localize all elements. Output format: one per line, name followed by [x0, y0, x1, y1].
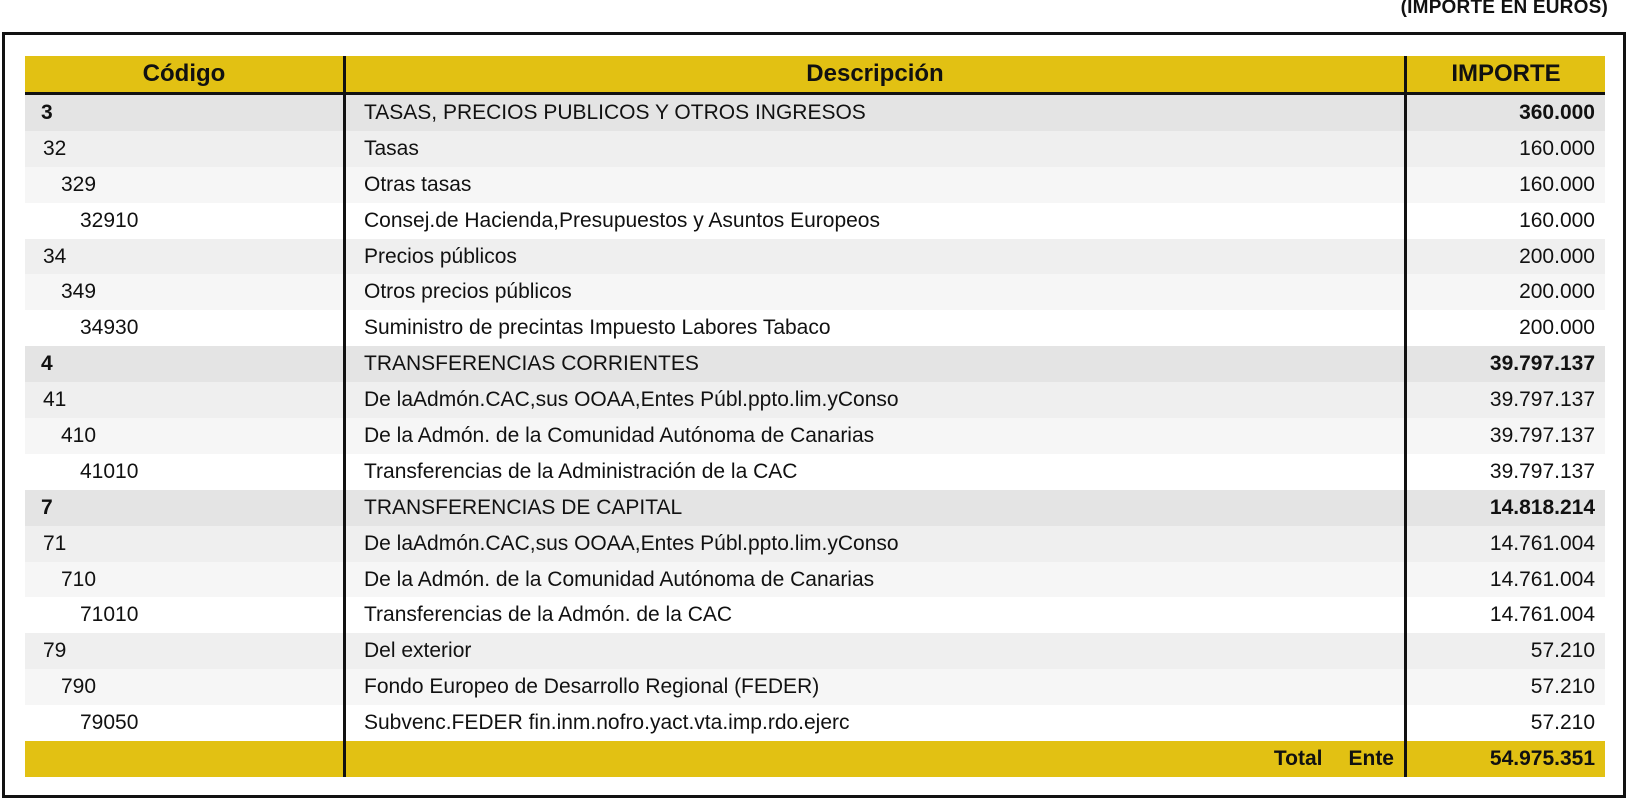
row-amount: 14.761.004 — [1404, 526, 1605, 562]
header-description: Descripción — [343, 56, 1404, 92]
row-code: 41 — [43, 388, 67, 412]
row-description: De laAdmón.CAC,sus OOAA,Entes Públ.ppto.lim.yConso — [343, 382, 1404, 418]
row-code: 7 — [41, 495, 53, 519]
row-amount: 39.797.137 — [1404, 346, 1605, 382]
row-amount: 160.000 — [1404, 167, 1605, 203]
row-description: TRANSFERENCIAS CORRIENTES — [343, 346, 1404, 382]
table-row — [25, 490, 1605, 526]
row-code: 32910 — [80, 208, 139, 232]
table-row — [25, 705, 1605, 741]
total-amount: 54.975.351 — [1404, 741, 1605, 777]
table-row — [25, 346, 1605, 382]
total-entity-label: Ente — [1348, 746, 1394, 770]
table-row — [25, 95, 1605, 131]
row-amount: 57.210 — [1404, 705, 1605, 741]
table-row — [25, 203, 1605, 239]
table-row — [25, 274, 1605, 310]
row-description: Otras tasas — [343, 167, 1404, 203]
row-description: De la Admón. de la Comunidad Autónoma de Canarias — [343, 418, 1404, 454]
row-amount: 360.000 — [1404, 95, 1605, 131]
table-row — [25, 454, 1605, 490]
row-code: 710 — [61, 567, 97, 591]
table-row — [25, 382, 1605, 418]
total-label: Total — [1273, 746, 1323, 770]
table-row — [25, 526, 1605, 562]
row-code: 4 — [41, 352, 53, 376]
row-code: 41010 — [80, 459, 139, 483]
table-row — [25, 131, 1605, 167]
table-row — [25, 633, 1605, 669]
row-code: 349 — [61, 280, 97, 304]
row-description: Transferencias de la Admón. de la CAC — [343, 597, 1404, 633]
row-code: 329 — [61, 172, 97, 196]
row-code: 71010 — [80, 603, 139, 627]
row-amount: 57.210 — [1404, 633, 1605, 669]
row-description: Suministro de precintas Impuesto Labores Tabaco — [343, 310, 1404, 346]
row-description: Precios públicos — [343, 239, 1404, 275]
table-row — [25, 418, 1605, 454]
row-amount: 14.761.004 — [1404, 562, 1605, 598]
row-description: Fondo Europeo de Desarrollo Regional (FEDER) — [343, 669, 1404, 705]
row-description: Consej.de Hacienda,Presupuestos y Asuntos Europeos — [343, 203, 1404, 239]
row-amount: 200.000 — [1404, 274, 1605, 310]
row-amount: 57.210 — [1404, 669, 1605, 705]
table-row — [25, 310, 1605, 346]
row-description: De laAdmón.CAC,sus OOAA,Entes Públ.ppto.lim.yConso — [343, 526, 1404, 562]
row-amount: 160.000 — [1404, 203, 1605, 239]
total-row — [25, 741, 1605, 777]
row-description: TRANSFERENCIAS DE CAPITAL — [343, 490, 1404, 526]
row-code: 32 — [43, 136, 67, 160]
header-amount: IMPORTE — [1404, 56, 1605, 92]
row-code: 71 — [43, 531, 67, 555]
table-body — [25, 95, 1605, 741]
row-amount: 200.000 — [1404, 310, 1605, 346]
row-description: Tasas — [343, 131, 1404, 167]
row-code: 34 — [43, 244, 67, 268]
table-row — [25, 167, 1605, 203]
row-amount: 14.818.214 — [1404, 490, 1605, 526]
table-header — [25, 56, 1605, 95]
table-row — [25, 597, 1605, 633]
row-description: Del exterior — [343, 633, 1404, 669]
total-label-cell — [343, 741, 1404, 777]
row-code: 410 — [61, 423, 97, 447]
row-description: Subvenc.FEDER fin.inm.nofro.yact.vta.imp.rdo.ejerc — [343, 705, 1404, 741]
header-code: Código — [142, 60, 226, 87]
row-amount: 39.797.137 — [1404, 454, 1605, 490]
row-amount: 14.761.004 — [1404, 597, 1605, 633]
row-amount: 39.797.137 — [1404, 382, 1605, 418]
row-description: TASAS, PRECIOS PUBLICOS Y OTROS INGRESOS — [343, 95, 1404, 131]
row-code: 790 — [61, 675, 97, 699]
row-amount: 160.000 — [1404, 131, 1605, 167]
row-description: De la Admón. de la Comunidad Autónoma de Canarias — [343, 562, 1404, 598]
table-row — [25, 562, 1605, 598]
budget-table — [25, 56, 1605, 777]
units-label: (IMPORTE EN EUROS) — [1400, 0, 1608, 18]
row-code: 79 — [43, 639, 67, 663]
row-description: Transferencias de la Administración de la CAC — [343, 454, 1404, 490]
table-row — [25, 669, 1605, 705]
row-amount: 200.000 — [1404, 239, 1605, 275]
row-amount: 39.797.137 — [1404, 418, 1605, 454]
table-row — [25, 239, 1605, 275]
row-code: 79050 — [80, 711, 139, 735]
total-code-cell — [25, 741, 343, 777]
row-code: 3 — [41, 100, 53, 124]
row-code: 34930 — [80, 316, 139, 340]
row-description: Otros precios públicos — [343, 274, 1404, 310]
